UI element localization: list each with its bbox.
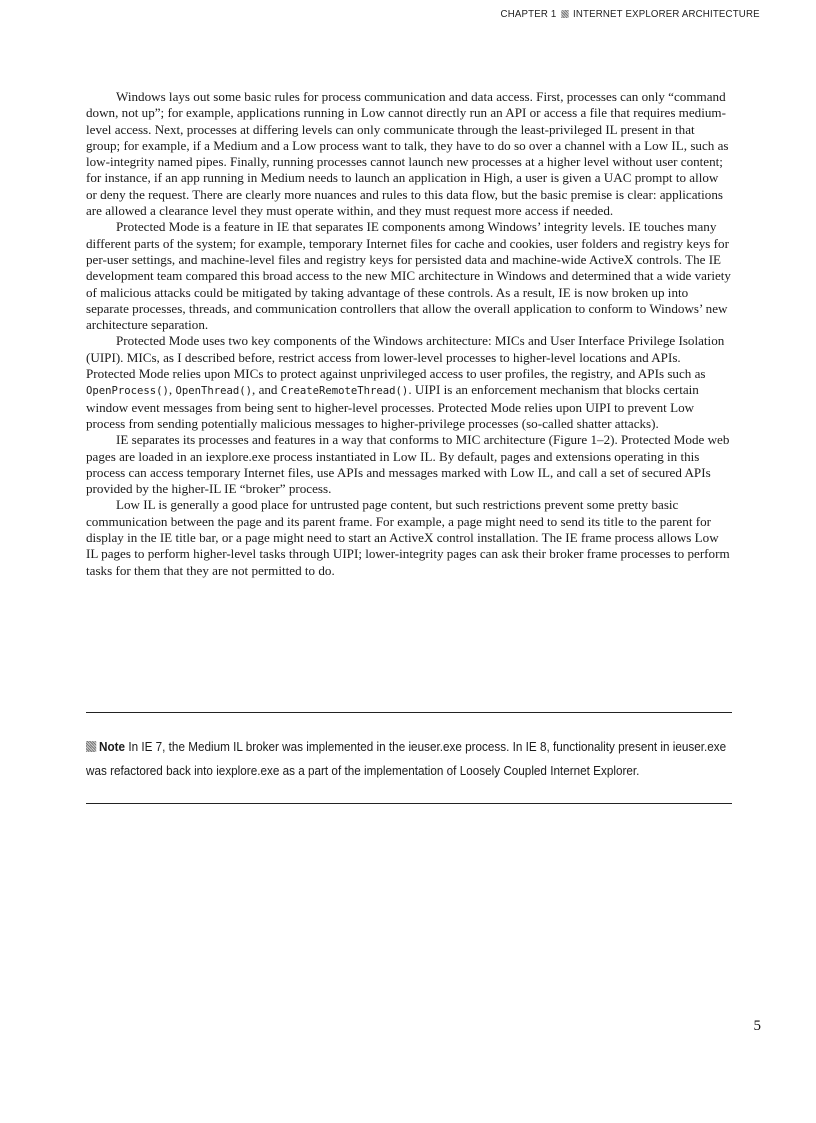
separator-text: , xyxy=(168,382,176,398)
square-pattern-icon xyxy=(561,10,568,18)
paragraph-text: . UIPI is an enforcement mechanism that blocks certain window event messages from being sent to higher-level processes. Protected Mode relies upon UIPI to prevent Low process from sending potentially malicious messages to higher-privilege processes (so-called shatter attacks). xyxy=(86,382,699,431)
code-createremotethread: CreateRemoteThread() xyxy=(280,385,409,398)
chapter-number: CHAPTER 1 xyxy=(500,8,557,20)
note-box xyxy=(86,712,732,804)
paragraph: Windows lays out some basic rules for process communication and data access. First, processes can only “command down, not up”; for example, applications running in Low cannot directly run an API or access a file that requires medium-level access. Next, processes at differing levels can only communicate through the least-privileged IL present in that group; for example, if a Medium and a Low process want to talk, they have to do so over a channel with a Low IL, such as low-integrity named pipes. Finally, running processes cannot launch new processes at a higher level without user content; for instance, if an app running in Medium needs to launch an application in High, a user is given a UAC prompt to allow or deny the request. There are clearly more nuances and rules to this data flow, but the basic premise is clear: applications are allowed a clearance level they must operate within, and they must request more access if needed. xyxy=(86,89,729,219)
paragraph: Low IL is generally a good place for untrusted page content, but such restrictions prevent some pretty basic communication between the page and its parent frame. For example, a page might need to send its title to the parent for display in the IE title bar, or a page might need to start an ActiveX control installation. The IE frame process allows Low IL pages to perform higher-level tasks through UIPI; lower-integrity pages can ask their broker frame processes to perform tasks for them that they are not permitted to do. xyxy=(86,497,730,578)
square-pattern-icon xyxy=(86,741,96,752)
code-openprocess: OpenProcess() xyxy=(86,385,169,398)
paragraph xyxy=(86,333,732,432)
body-text xyxy=(86,89,732,579)
separator-text: , and xyxy=(252,382,281,398)
paragraph: Protected Mode is a feature in IE that separates IE components among Windows’ integrity levels. IE touches many different parts of the system; for example, temporary Internet files for cache and cookies, user folders and registry keys for per-user settings, and machine-level files and registry keys for persisted data and machine-wide ActiveX controls. The IE development team compared this broad access to the new MIC architecture in Windows and determined that a wide variety of malicious attacks could be mitigated by taking advantage of these controls. As a result, IE is now broken up into separate processes, threads, and communication controllers that allow the overall application to conform to Windows’ new architecture separation. xyxy=(86,219,731,333)
running-header xyxy=(501,8,760,20)
note-label: Note xyxy=(99,740,126,754)
page-number: 5 xyxy=(753,1018,761,1034)
code-openthread: OpenThread() xyxy=(175,385,253,398)
note-text: In IE 7, the Medium IL broker was implemented in the ieuser.exe process. In IE 8, functionality present in ieuser.exe was refactored back into iexplore.exe as a part of the implementation of Loosely Coupled Internet Explorer. xyxy=(86,740,727,778)
paragraph-text: Protected Mode uses two key components of the Windows architecture: MICs and User Interface Privilege Isolation (UIPI). MICs, as I described before, restrict access from lower-level processes to higher-level locations and APIs. Protected Mode relies upon MICs to protect against unprivileged access to user profiles, the registry, and APIs such as xyxy=(86,333,725,382)
chapter-title: INTERNET EXPLORER ARCHITECTURE xyxy=(573,8,760,20)
paragraph: IE separates its processes and features in a way that conforms to MIC architecture (Figure 1–2). Protected Mode web pages are loaded in an iexplore.exe process instantiated in Low IL. By default, pages and extensions operating in this process can access temporary Internet files, use APIs and messages marked with Low IL, and call a set of secured APIs provided by the higher-IL IE “broker” process. xyxy=(86,432,730,497)
